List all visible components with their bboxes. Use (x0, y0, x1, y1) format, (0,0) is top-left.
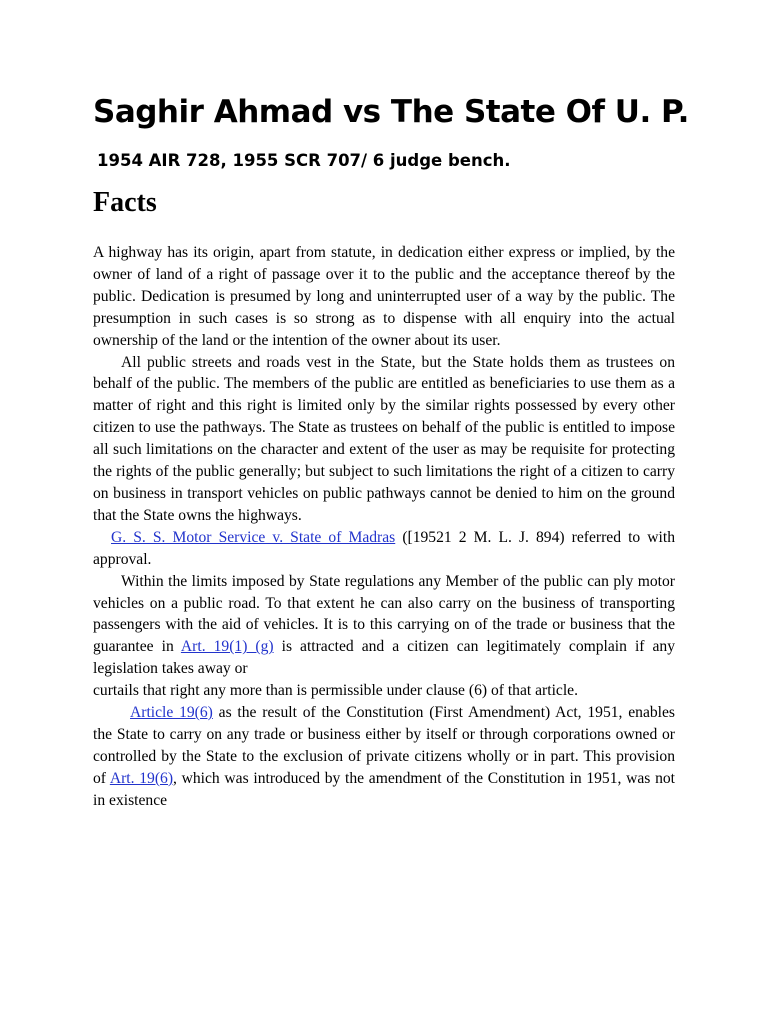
link-motor-service-case[interactable]: G. S. S. Motor Service v. State of Madras (111, 528, 396, 546)
paragraph-article-19-6 (93, 702, 675, 812)
article-19-6-text-end: , which was introduced by the amendment of the Constitution in 1951, was not in existence (93, 769, 676, 809)
paragraph-state-regulations (93, 571, 675, 681)
document-body (93, 242, 675, 812)
paragraph-curtails: curtails that right any more than is permissible under clause (6) of that article. (93, 682, 578, 700)
facts-heading: Facts (93, 187, 157, 218)
article-19-6-text: as the result of the Constitution (First Amendment) Act, 1951, enables the State to carry on any trade or business either by itself or through corporations owned or controlled by the State to the exclusion of private citizens wholly or in part. This provision of (93, 704, 675, 787)
link-article-19-6[interactable]: Article 19(6) (130, 704, 213, 722)
paragraph-public-streets: All public streets and roads vest in the State, but the State holds them as trustees on behalf of the public. The members of the public are entitled as beneficiaries to use them as a matter of right and this right is limited only by the similar rights possessed by every other citizen to use the pathways. The State as trustees on behalf of the public is entitled to impose all such limitations on the character and extent of the user as may be requisite for protecting the rights of the public generally; but subject to such limitations the right of a citizen to carry on business in transport vehicles on public pathways cannot be denied to him on the ground that the State owns the highways. (93, 353, 675, 524)
state-regulations-text-end: is attracted and a citizen can legitimately complain if any legislation takes away or (93, 638, 675, 678)
link-art-19-6[interactable]: Art. 19(6) (109, 769, 174, 787)
referred-case-text: ([19521 2 M. L. J. 894) referred to with approval. (93, 528, 675, 568)
link-art-19-1-g[interactable]: Art. 19(1) (g) (180, 638, 274, 656)
case-citation: 1954 AIR 728, 1955 SCR 707/ 6 judge bench. (97, 151, 511, 170)
paragraph-referred-case (93, 527, 675, 571)
state-regulations-text: Within the limits imposed by State regulations any Member of the public can ply motor vehicles on a public road. To that extent he can also carry on the business of transporting passengers with the aid of vehicles. It is to this carrying on of the trade or business that the guarantee in (93, 572, 675, 656)
case-title: Saghir Ahmad vs The State Of U. P. (93, 94, 689, 130)
paragraph-highway-origin: A highway has its origin, apart from statute, in dedication either express or implied, by the owner of land of a right of passage over it to the public and the acceptance thereof by the public. Dedication is presumed by long and uninterrupted user of a way by the public. The presumption in such cases is so strong as to dispense with all enquiry into the actual ownership of the land or the intention of the owner about its user. (93, 244, 675, 349)
